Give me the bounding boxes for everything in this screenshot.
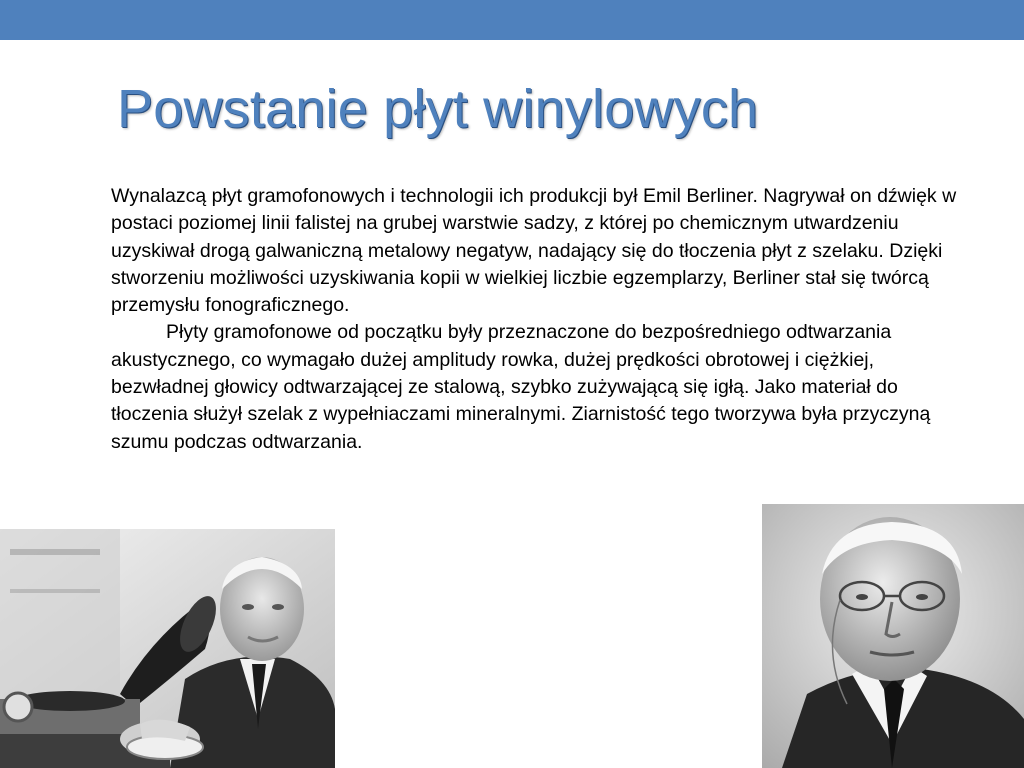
photo-berliner-with-gramophone-graphic [0, 529, 335, 768]
paragraph-1: Wynalazcą płyt gramofonowych i technologii ich produkcji był Emil Berliner. Nagrywał on dźwięk w postaci poziomej linii falistej na grubej warstwie sadzy, z której po chemicznym utwardzeniu uzyskiwał drogą galwaniczną metalowy negatyw, nadający się do tłoczenia płyt z szelaku. Dzięki stworzeniu możliwości uzyskiwania kopii w wielkiej liczbie egzemplarzy, Berliner stał się twórcą przemysłu fonograficznego. [111, 185, 957, 317]
top-accent-bar [0, 0, 1024, 40]
photo-berliner-portrait [762, 504, 1024, 768]
slide-title: Powstanie płyt winylowych [117, 79, 759, 139]
photo-berliner-with-gramophone [0, 529, 335, 768]
photo-berliner-portrait-graphic [762, 504, 1024, 768]
slide-body [111, 183, 973, 456]
paragraph-2: Płyty gramofonowe od początku były przeznaczone do bezpośredniego odtwarzania akustycznego, co wymagało dużej amplitudy rowka, dużej prędkości obrotowej i ciężkiej, bezwładnej głowicy odtwarzającej ze stalową, szybko zużywającą się igłą. Jako materiał do tłoczenia służył szelak z wypełniaczami mineralnymi. Ziarnistość tego tworzywa była przyczyną szumu podczas odtwarzania. [111, 321, 931, 453]
